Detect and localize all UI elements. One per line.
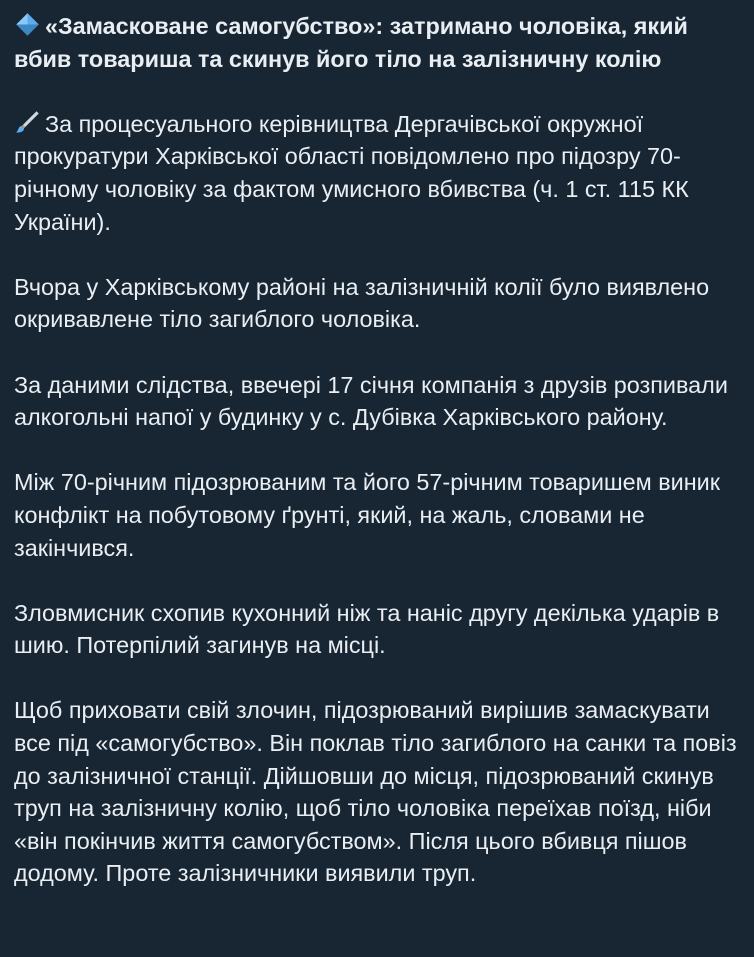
- post-paragraph-5: Зловмисник схопив кухонний ніж та наніс другу декілька ударів в шию. Потерпілий загинув на місці.: [14, 599, 720, 659]
- post-paragraph-1: [14, 108, 740, 238]
- blue-diamond-icon: [14, 11, 41, 38]
- post-paragraph-2: Вчора у Харківському районі на залізничній колії було виявлено окривавлене тіло загиблого чоловіка.: [14, 273, 710, 333]
- post-headline: [14, 10, 740, 75]
- post-paragraph-4: Між 70-річним підозрюваним та його 57-річним товаришем виник конфлікт на побутовому ґрунті, який, на жаль, словами не закінчився.: [14, 469, 720, 561]
- paragraph-text: За процесуального керівництва Дергачівської окружної прокуратури Харківської області повідомлено про підозру 70-річному чоловіку за фактом умисного вбивства (ч. 1 ст. 115 КК України).: [14, 110, 689, 235]
- post-paragraph-3: За даними слідства, ввечері 17 січня компанія з друзів розпивали алкогольні напої у будинку у с. Дубівка Харківського району.: [14, 371, 728, 431]
- post-paragraph-6: Щоб приховати свій злочин, підозрюваний вирішив замаскувати все під «самогубство». Він поклав тіло загиблого на санки та повіз до залізничної станції. Дійшовши до місця, підозрюваний скинув труп на залізничну колію, щоб тіло чоловіка переїхав поїзд, ніби «він покінчив життя самогубством». Після цього вбивця пішов додому. Проте залізничники виявили труп.: [14, 697, 737, 887]
- paintbrush-icon: [14, 109, 41, 136]
- headline-text: «Замасковане самогубство»: затримано чоловіка, який вбив товариша та скинув його тіло на залізничну колію: [14, 13, 688, 72]
